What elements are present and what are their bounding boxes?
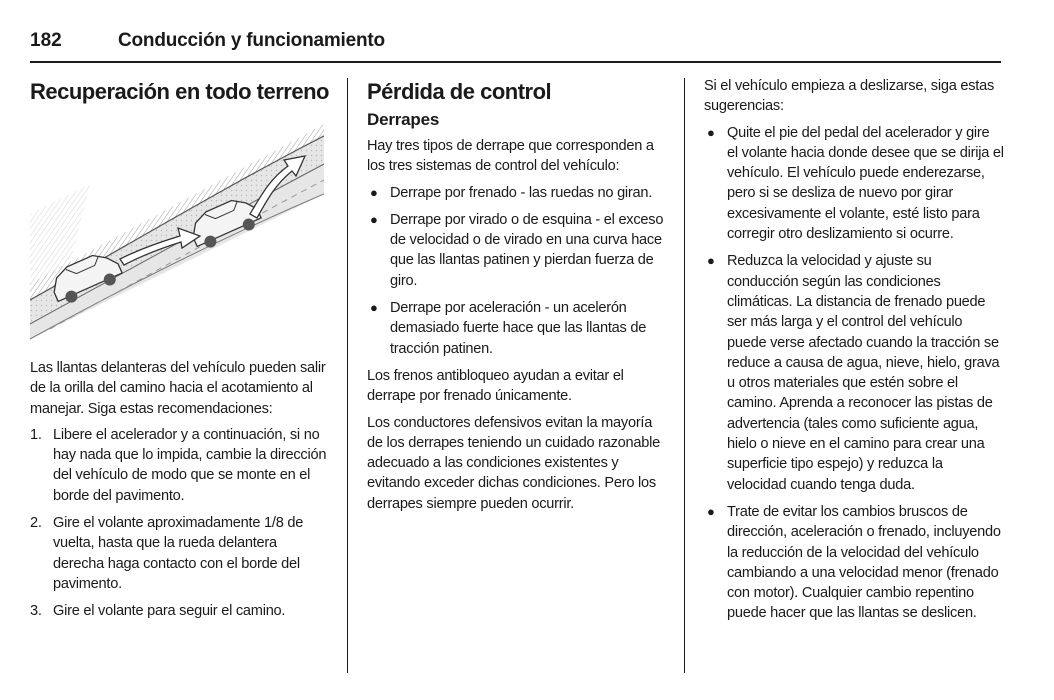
skids-intro: Hay tres tipos de derrape que corresponden a los tres sistemas de control del vehículo: — [367, 138, 654, 175]
offroad-intro: Las llantas delanteras del vehículo pueden salir de la orilla del camino hacia el acotamiento al manejar. Siga estas recomendaciones: — [30, 360, 326, 417]
column-divider — [684, 78, 685, 673]
section-title-loss-of-control: Pérdida de control — [367, 79, 552, 104]
suggestions-intro: Si el vehículo empieza a deslizarse, siga estas sugerencias: — [704, 78, 995, 115]
chapter-title: Conducción y funcionamiento — [118, 30, 385, 51]
list-item: 1. Libere el acelerador y a continuación, si no hay nada que lo impida, cambie la dirección del vehículo de modo que se monte en el borde del pavimento. — [30, 426, 327, 504]
list-item: 2. Gire el volante aproximadamente 1/8 de vuelta, hasta que la rueda delantera derecha haga contacto con el borde del pavimento. — [30, 515, 304, 592]
offroad-recovery-illustration — [30, 124, 324, 344]
page-header — [30, 30, 1000, 60]
list-item: 3. Gire el volante para seguir el camino. — [30, 603, 286, 620]
list-item: ● Derrape por virado o de esquina - el exceso de velocidad o de virado en una curva hace que las llantas patinen y pierdan fuerza de giro. — [370, 211, 664, 289]
page-number: 182 — [30, 30, 62, 51]
subsection-title-skids: Derrapes — [367, 110, 440, 129]
antilock-paragraph: Los frenos antibloqueo ayudan a evitar el derrape por frenado únicamente. — [367, 367, 624, 405]
defensive-driving-paragraph: Los conductores defensivos evitan la mayoría de los derrapes teniendo un cuidado razonable adecuado a las condiciones existentes y evitando exceder dichas condiciones. Pero los derrapes siempre pueden ocurrir. — [367, 414, 661, 512]
list-item: ● Reduzca la velocidad y ajuste su conducción según las condiciones climáticas. La distancia de frenado puede ser más larga y el control del vehículo puede verse afectado cuando la tracción se reduce a causa de agua, nieve, hielo, grava u otros materiales que estén sobre el camino. Aprenda a reconocer las pistas de advertencia (tales como suficiente agua, hielo o nieve en el camino para crear una superficie tipo espejo) y reduzca la velocidad cuando tenga duda. — [707, 253, 1000, 493]
list-item: ● Trate de evitar los cambios bruscos de dirección, aceleración o frenado, incluyendo la reducción de la velocidad del vehículo cambiando a una velocidad menor (frenado con motor). Cualquier cambio repentino puede hacer que las llantas se deslicen. — [707, 503, 1001, 622]
suggestions-list — [704, 123, 1004, 624]
list-item: ● Derrape por aceleración - un acelerón demasiado fuerte hace que las llantas de tracción patinen. — [370, 300, 647, 357]
header-divider — [30, 61, 1001, 63]
section-title-offroad-recovery: Recuperación en todo terreno — [30, 79, 329, 104]
column-loss-of-control — [367, 76, 667, 520]
column-offroad-recovery — [30, 76, 330, 629]
column-skid-suggestions — [704, 76, 1004, 631]
column-divider — [347, 78, 348, 673]
list-item: ● Quite el pie del pedal del acelerador y gire el volante hacia donde desee que se dirija el vehículo. El vehículo puede enderezarse, pero si se desliza de nuevo por girar excesivamente el volante, esté listo para corregir otro deslizamiento si ocurre. — [707, 124, 1004, 243]
offroad-steps-list — [30, 425, 330, 622]
list-item: ● Derrape por frenado - las ruedas no giran. — [370, 184, 653, 201]
road-edge-diagram — [30, 124, 324, 344]
skid-types-list — [367, 183, 667, 359]
